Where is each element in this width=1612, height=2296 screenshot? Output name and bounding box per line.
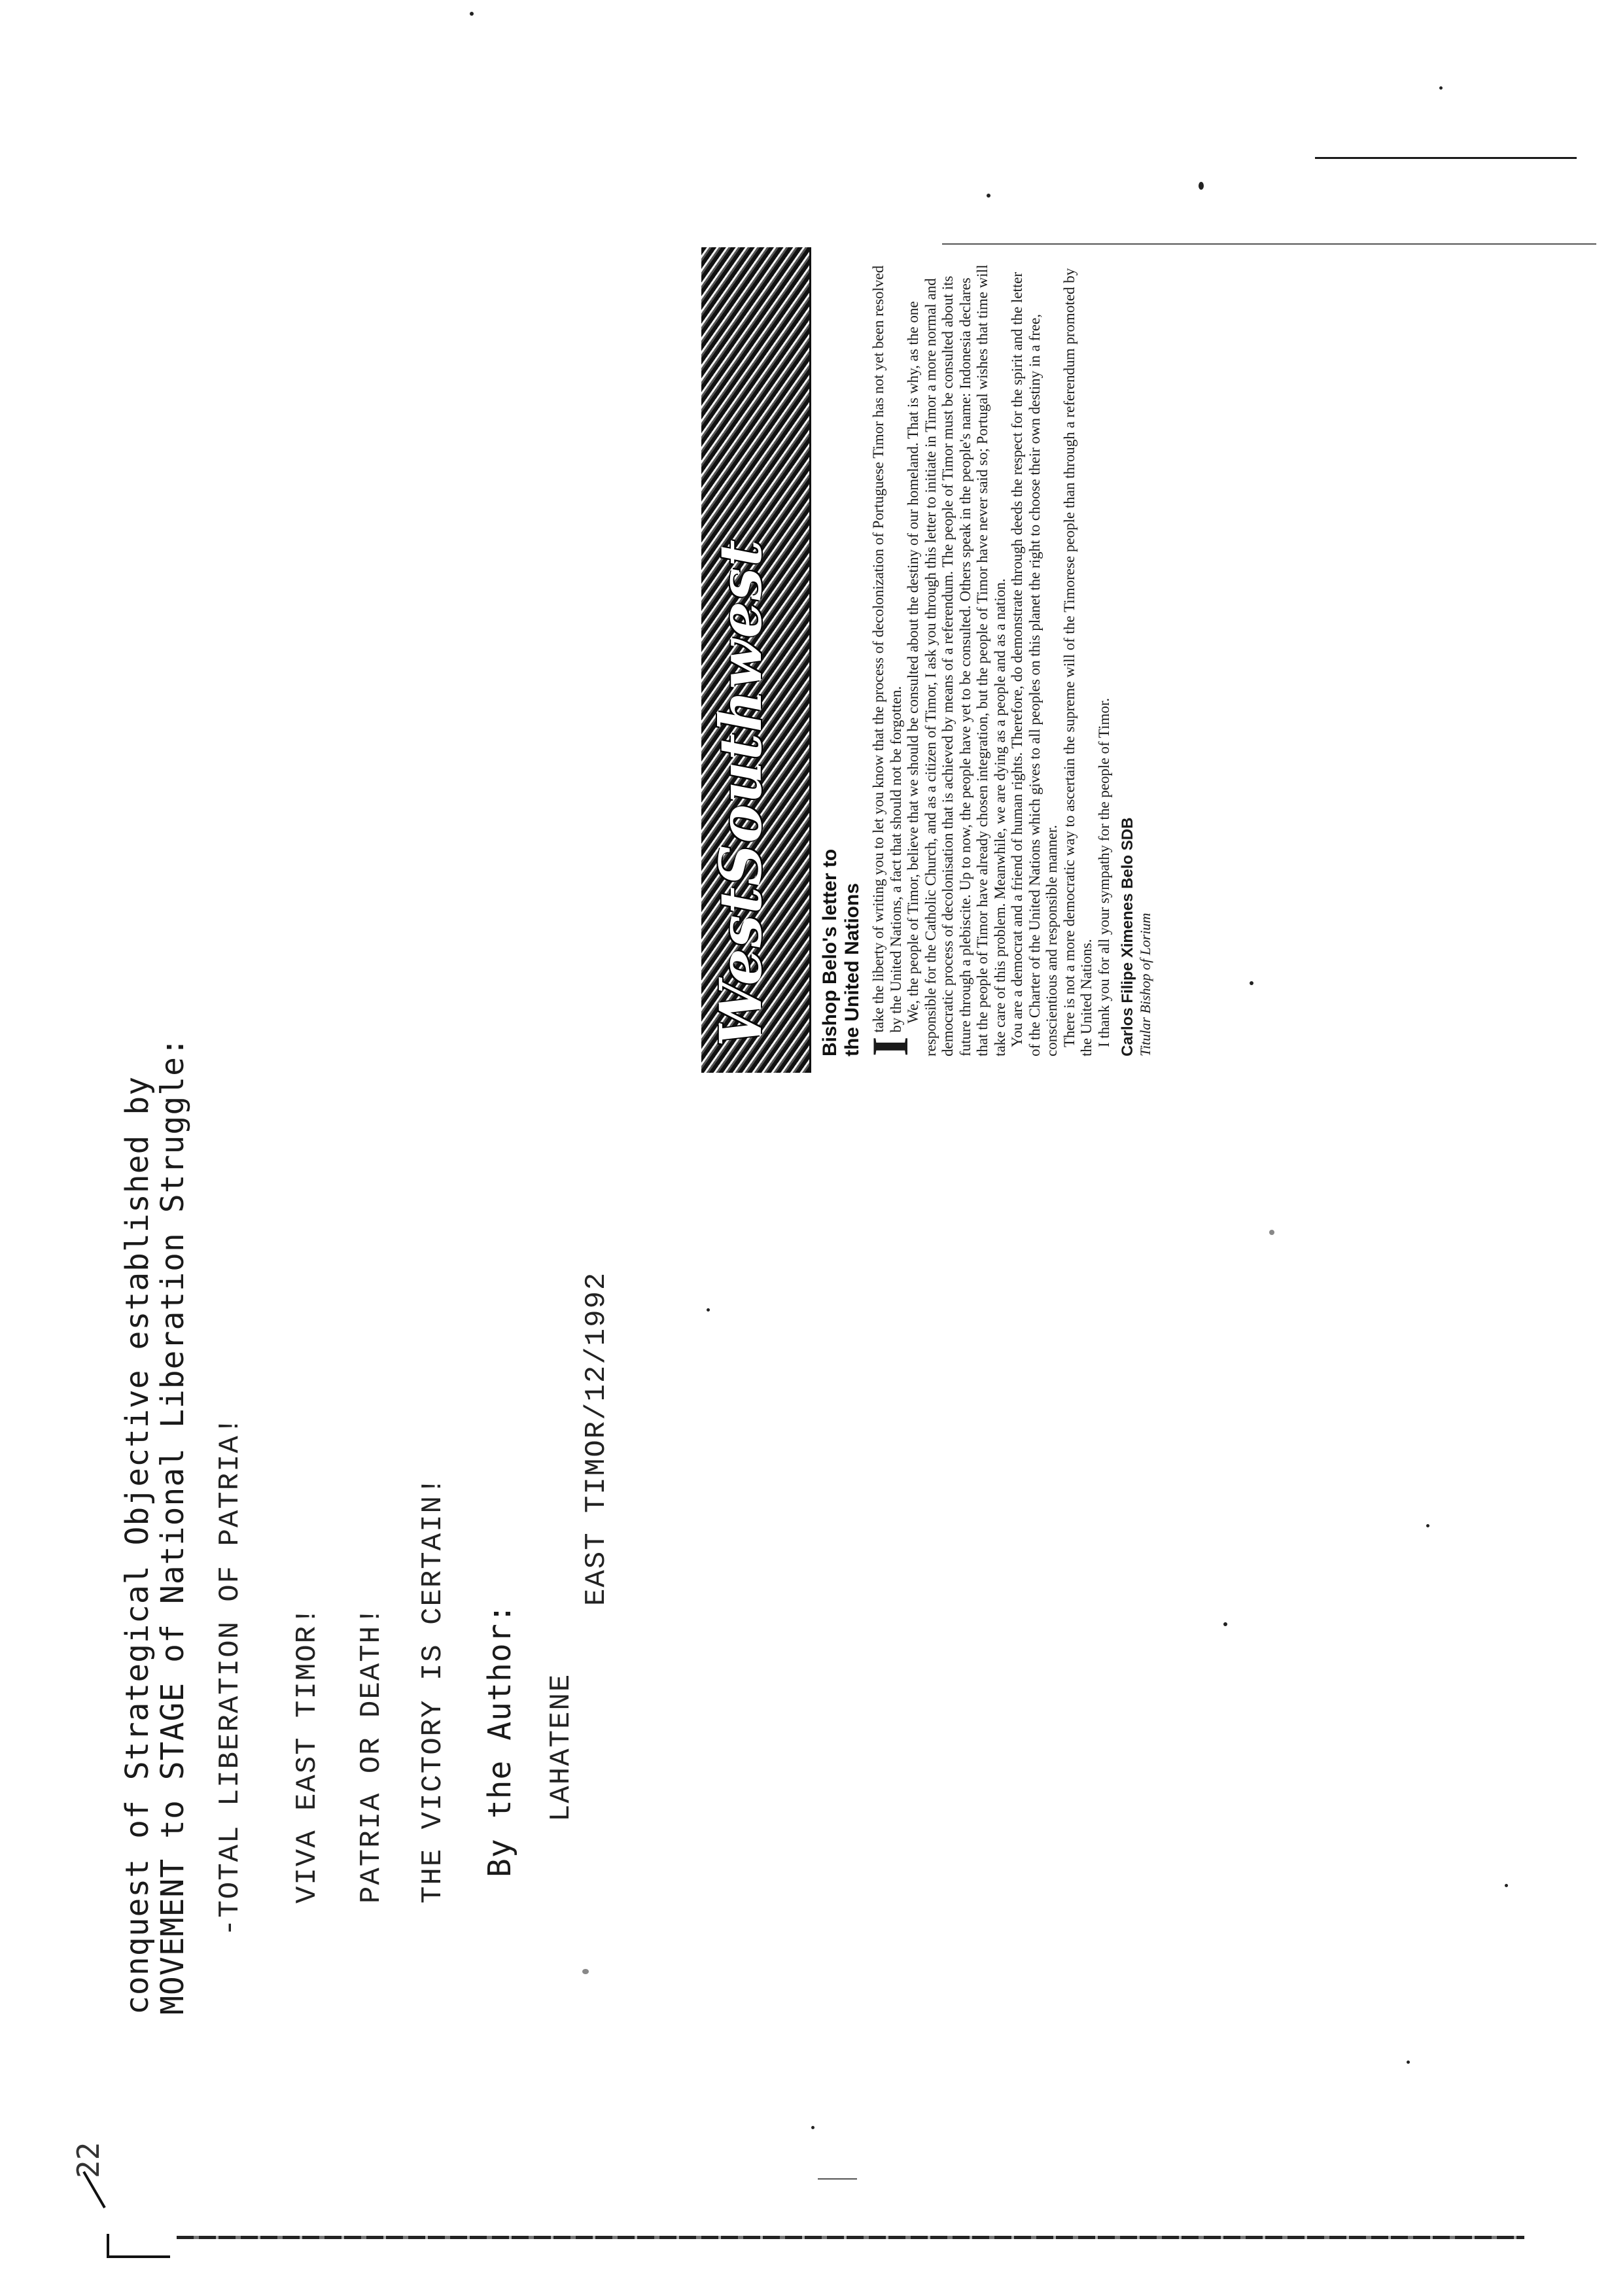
typed-line: -TOTAL LIBERATION OF PATRIA! [214, 1416, 247, 1936]
article-paragraph: There is not a more democratic way to ascertain the supreme will of the Timorese people than through a referendum promoted by the United Nations. [1060, 268, 1095, 1056]
page-number: 22 [71, 2142, 106, 2178]
clipping-masthead [701, 247, 811, 1073]
clipping-title: Bishop Belo's letter to the United Nations [819, 848, 863, 1056]
typed-line: VIVA EAST TIMOR! [291, 1606, 324, 1904]
typed-line: THE VICTORY IS CERTAIN! [417, 1476, 449, 1904]
speck [1199, 182, 1204, 190]
speck [1407, 2061, 1410, 2064]
speck [818, 2178, 857, 2180]
article-paragraph: We, the people of Timor, believe that we should be consulted about the destiny of our homeland. That is why, as the one responsible for the Catholic Church, and as a citizen of Timor, I ask you through this letter to initiate in Timor a more normal and democratic process of decolonisation that is achieved by means of a referendum. The people of Timor must be consulted about its future through a plebiscite. Up to now, the people have yet to be consulted. Others speak in the people's name: Indonesia declares that the people of Timor have already chosen integration, but the people of Timor have never said so; Portugal wishes that time will take care of this problem. Meanwhile, we are dying as a people and as a nation. [905, 264, 1008, 1056]
article-paragraph [862, 258, 919, 1056]
typed-line: conquest of Strategical Objective established by [119, 1075, 156, 2015]
typed-line: PATRIA OR DEATH! [355, 1606, 388, 1904]
signature-title: Titular Bishop of Lorium [1136, 913, 1153, 1056]
speck [1439, 86, 1443, 90]
clipping-body [862, 258, 1551, 1056]
speck [1223, 1622, 1227, 1626]
speck [987, 194, 990, 198]
scan-edge-line [177, 2236, 1524, 2239]
scan-edge-line [1315, 157, 1577, 159]
newspaper-clipping [701, 247, 1571, 1073]
speck [1426, 1524, 1429, 1527]
article-paragraph: You are a democrat and a friend of human rights. Therefore, do demonstrate through deeds the respect for the spirit and the letter of the Charter of the United Nations which gives to all peoples on this planet the right to choose their own destiny in a free, conscientious and responsible manner. [1009, 271, 1060, 1056]
place-date: EAST TIMOR/12/1992 [580, 1271, 613, 1606]
typed-line: MOVEMENT to STAGE of National Liberation Struggle: [154, 1037, 191, 2015]
dropcap: I [862, 1036, 919, 1056]
typed-line: By the Author: [482, 1603, 518, 1877]
speck [1505, 1884, 1508, 1887]
author-name: LAHATENE [545, 1673, 578, 1822]
speck [707, 1308, 710, 1312]
scan-edge-line [942, 243, 1596, 245]
speck [811, 2126, 815, 2129]
signature: Carlos Filipe Ximenes Belo SDB [1119, 817, 1136, 1056]
masthead-text: WestSouthwest [707, 538, 775, 1047]
article-paragraph: I thank you for all your sympathy for the people of Timor. [1095, 697, 1112, 1047]
article-text: take the liberty of writing you to let you know that the process of decolonization of Portuguese Timor has not yet been resolved by the United Nations, a fact that should not be forgotten. [870, 265, 904, 1033]
speck [1269, 1230, 1274, 1235]
speck [470, 12, 474, 16]
speck [582, 1969, 589, 1974]
